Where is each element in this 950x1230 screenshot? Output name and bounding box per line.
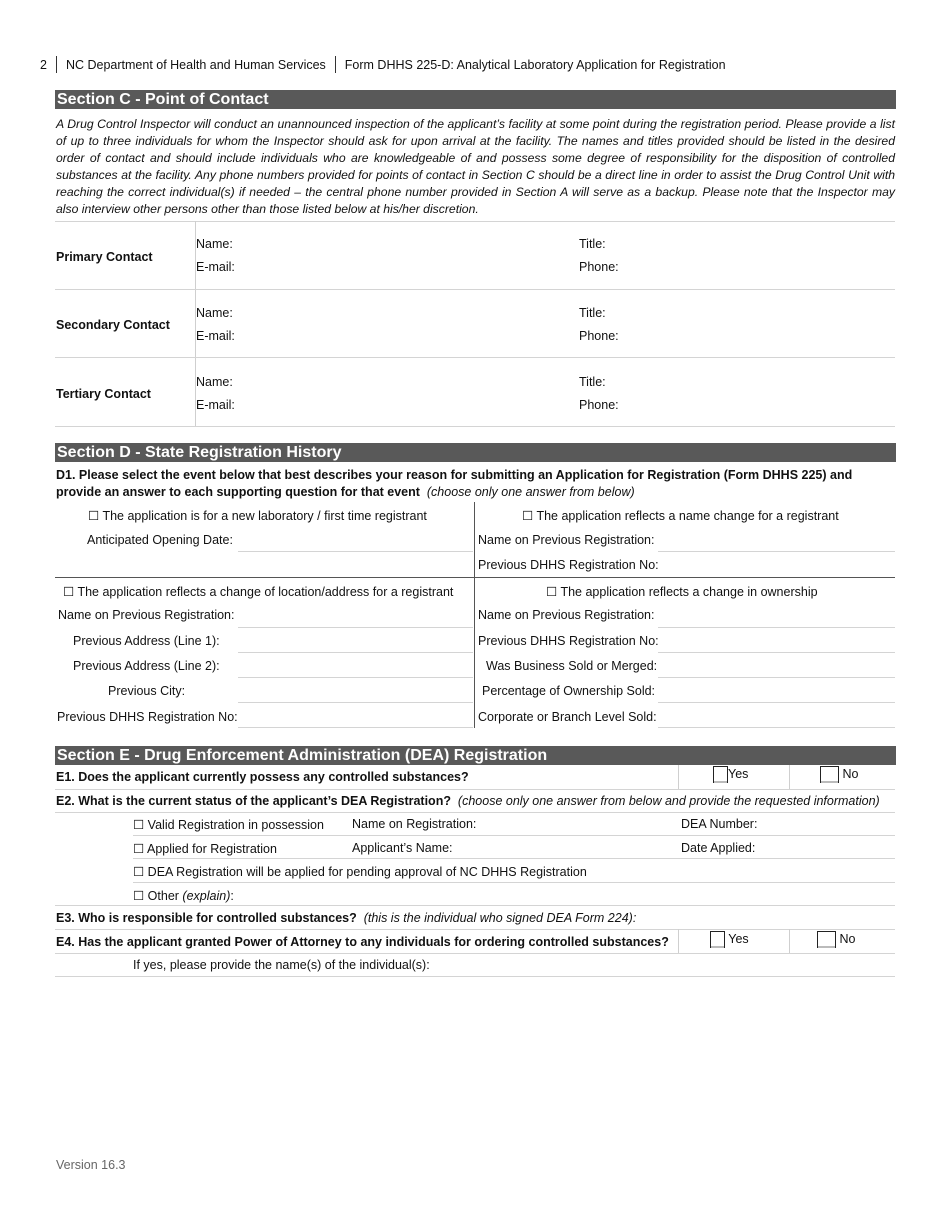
pct-sold-label: Percentage of Ownership Sold: — [482, 684, 656, 698]
secondary-title-label: Title: — [579, 306, 606, 320]
divider — [55, 929, 895, 930]
e3-question — [56, 911, 636, 925]
e1-yes-option[interactable] — [713, 766, 748, 783]
option-new-laboratory[interactable]: ☐ The application is for a new laboratory / first time registrant — [88, 509, 427, 523]
page-header — [40, 56, 726, 73]
divider — [55, 812, 895, 813]
e4-followup-label: If yes, please provide the name(s) of the individual(s): — [133, 958, 430, 972]
e1-yes-checkbox[interactable] — [713, 766, 728, 783]
own-name-prev-reg-field[interactable] — [658, 627, 895, 628]
prev-addr2-label: Previous Address (Line 2): — [73, 659, 220, 673]
prev-addr1-label: Previous Address (Line 1): — [73, 634, 220, 648]
own-name-prev-reg-label: Name on Previous Registration: — [478, 608, 655, 622]
e1-no-label: No — [842, 766, 859, 781]
secondary-name-label: Name: — [196, 306, 233, 320]
e4-no-label: No — [839, 931, 856, 946]
e3-question-note: (this is the individual who signed DEA Form 224): — [363, 911, 637, 925]
e4-no-checkbox[interactable] — [817, 931, 836, 948]
section-c-intro: A Drug Control Inspector will conduct an unannounced inspection of the applicant’s facility at some point during the registration period. Please provide a list of up to three individuals for whom the Inspector should ask for upon arrival at the facility. The names and titles provided should be listed in the desired order of contact and should include individuals who are knowledgeable of and possess some degree of responsibility for the disposition of controlled substances at the facility. Any phone numbers provided for points of contact in Section C should be a direct line in order to assist the Drug Control Unit with reaching the correct individual(s) if needed – the central phone number provided in Section A will serve as a backup. Please note that the Inspector may also interview other persons other than those listed below at his/her discretion. — [56, 117, 895, 216]
own-prev-dhhs-no-label: Previous DHHS Registration No: — [478, 634, 659, 648]
secondary-contact-label: Secondary Contact — [56, 318, 170, 332]
e4-no-option[interactable] — [817, 931, 855, 948]
secondary-phone-label: Phone: — [579, 329, 619, 343]
corp-branch-label: Corporate or Branch Level Sold: — [478, 710, 657, 724]
option-other-colon: : — [230, 889, 234, 903]
section-c-title: Section C - Point of Contact — [55, 90, 896, 109]
tertiary-phone-label: Phone: — [579, 398, 619, 412]
d1-question — [56, 467, 895, 501]
name-prev-reg-field[interactable] — [658, 551, 895, 552]
e2-question-note: (choose only one answer from below and provide the requested information) — [457, 794, 880, 808]
divider — [195, 221, 196, 426]
divider — [56, 56, 57, 73]
prev-addr1-field[interactable] — [238, 652, 473, 653]
primary-phone-label: Phone: — [579, 260, 619, 274]
primary-contact-label: Primary Contact — [56, 250, 153, 264]
option-ownership-change[interactable]: ☐ The application reflects a change in ownership — [546, 585, 818, 599]
e1-yes-label: Yes — [728, 766, 749, 781]
e2-question — [56, 794, 880, 808]
divider — [55, 289, 895, 290]
option-other[interactable] — [133, 888, 234, 903]
divider — [55, 426, 895, 427]
divider — [335, 56, 336, 73]
tertiary-email-label: E-mail: — [196, 398, 235, 412]
anticipated-opening-field[interactable] — [238, 551, 473, 552]
divider — [55, 357, 895, 358]
e2-question-bold: E2. What is the current status of the applicant’s DEA Registration? — [56, 794, 451, 808]
prev-city-label: Previous City: — [108, 684, 186, 698]
divider — [474, 502, 475, 728]
pct-sold-field[interactable] — [658, 702, 895, 703]
section-d-title: Section D - State Registration History — [55, 443, 896, 462]
d1-question-note: (choose only one answer from below) — [426, 485, 635, 499]
divider — [678, 765, 679, 789]
divider — [133, 882, 895, 883]
own-prev-dhhs-no-field[interactable] — [658, 652, 895, 653]
tertiary-title-label: Title: — [579, 375, 606, 389]
primary-email-label: E-mail: — [196, 260, 235, 274]
loc-name-prev-reg-field[interactable] — [238, 627, 473, 628]
option-other-explain: (explain) — [182, 889, 231, 903]
divider — [55, 577, 895, 578]
primary-name-label: Name: — [196, 237, 233, 251]
option-name-change[interactable]: ☐ The application reflects a name change for a registrant — [522, 509, 839, 523]
option-applied-registration[interactable]: ☐ Applied for Registration — [133, 842, 277, 856]
divider — [678, 929, 679, 953]
secondary-email-label: E-mail: — [196, 329, 235, 343]
loc-name-prev-reg-label: Name on Previous Registration: — [58, 608, 235, 622]
loc-prev-dhhs-no-label: Previous DHHS Registration No: — [57, 710, 238, 724]
name-prev-reg-label: Name on Previous Registration: — [478, 533, 655, 547]
tertiary-name-label: Name: — [196, 375, 233, 389]
option-dea-pending[interactable]: ☐ DEA Registration will be applied for pending approval of NC DHHS Registration — [133, 865, 587, 879]
d1-question-bold: D1. Please select the event below that best describes your reason for submitting an Application for Registration (Form DHHS 225) and provide an answer to each supporting question for that event — [56, 468, 853, 499]
page-number: 2 — [40, 57, 47, 72]
dea-number-label: DEA Number: — [681, 817, 758, 831]
prev-dhhs-no-label: Previous DHHS Registration No: — [478, 558, 659, 572]
divider — [133, 858, 895, 859]
e3-question-bold: E3. Who is responsible for controlled substances? — [56, 911, 357, 925]
e1-no-checkbox[interactable] — [820, 766, 839, 783]
sold-merged-label: Was Business Sold or Merged: — [486, 659, 658, 673]
e4-yes-checkbox[interactable] — [710, 931, 725, 948]
section-e-title: Section E - Drug Enforcement Administration (DEA) Registration — [55, 746, 896, 765]
applicant-name-label: Applicant’s Name: — [352, 841, 453, 855]
divider — [55, 905, 895, 906]
anticipated-opening-label: Anticipated Opening Date: — [87, 533, 233, 547]
tertiary-contact-label: Tertiary Contact — [56, 387, 151, 401]
version-label: Version 16.3 — [56, 1158, 126, 1172]
loc-prev-dhhs-no-field[interactable] — [238, 727, 473, 728]
e4-yes-option[interactable] — [710, 931, 749, 948]
divider — [789, 929, 790, 953]
e4-question: E4. Has the applicant granted Power of Attorney to any individuals for ordering controlled substances? — [56, 935, 669, 949]
name-on-registration-label: Name on Registration: — [352, 817, 477, 831]
option-other-label: ☐ Other — [133, 889, 183, 903]
department-name: NC Department of Health and Human Services — [65, 57, 326, 72]
form-title: Form DHHS 225-D: Analytical Laboratory Application for Registration — [344, 57, 726, 72]
divider — [55, 976, 895, 977]
divider — [55, 789, 895, 790]
divider — [55, 953, 895, 954]
date-applied-label: Date Applied: — [681, 841, 756, 855]
divider — [789, 765, 790, 789]
prev-addr2-field[interactable] — [238, 677, 473, 678]
primary-title-label: Title: — [579, 237, 606, 251]
sold-merged-field[interactable] — [658, 677, 895, 678]
option-location-change[interactable]: ☐ The application reflects a change of location/address for a registrant — [63, 585, 454, 599]
prev-city-field[interactable] — [238, 702, 473, 703]
divider — [55, 221, 895, 222]
e4-yes-label: Yes — [728, 931, 749, 946]
e1-no-option[interactable] — [820, 766, 858, 783]
corp-branch-field[interactable] — [658, 727, 895, 728]
option-valid-registration[interactable]: ☐ Valid Registration in possession — [133, 818, 324, 832]
e1-question: E1. Does the applicant currently possess any controlled substances? — [56, 770, 469, 784]
divider — [133, 835, 895, 836]
